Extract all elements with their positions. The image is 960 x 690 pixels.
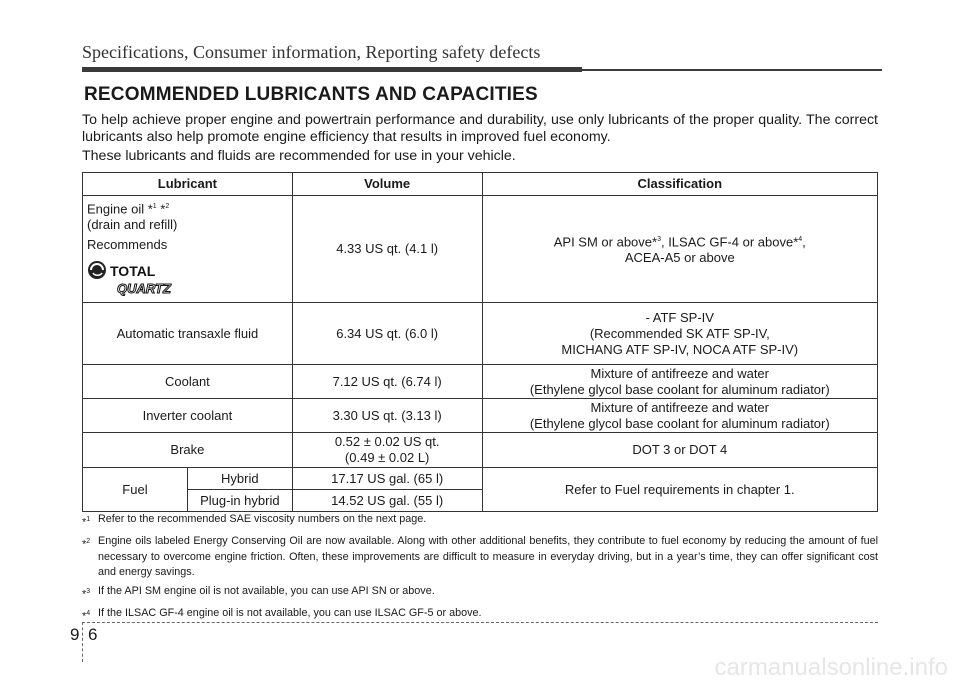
lubricants-table [82, 172, 878, 512]
footnote: *$^1$ Refer to the recommended SAE viscosity numbers on the next page. [82, 513, 427, 529]
page-number-page: 6 [88, 625, 98, 644]
fuel-label: Fuel [83, 468, 188, 512]
table-row-transaxle [83, 303, 878, 365]
table-row-engine-oil [83, 196, 878, 303]
column-header-classification: Classification [482, 173, 877, 196]
coolant-volume: 7.12 US qt. (6.74 l) [292, 365, 482, 399]
fuel-plugin-volume: 14.52 US gal. (55 l) [292, 490, 482, 512]
logo-quartz-text: QUARTZ [117, 281, 171, 297]
footnote: *$^3$ If the API SM engine oil is not available, you can use API SN or above. [82, 584, 435, 601]
footnote: *$^4$ If the ILSAC GF-4 engine oil is not available, you can use ILSAC GF-5 or above. [82, 606, 482, 623]
section-title: RECOMMENDED LUBRICANTS AND CAPACITIES [84, 84, 538, 105]
brake-class: DOT 3 or DOT 4 [482, 433, 877, 468]
transaxle-label: Automatic transaxle fluid [83, 303, 293, 365]
page-header: Specifications, Consumer information, Reporting safety defects [82, 42, 541, 62]
column-header-lubricant: Lubricant [83, 173, 293, 196]
fuel-hybrid-volume: 17.17 US gal. (65 l) [292, 468, 482, 490]
intro-sentence: These lubricants and fluids are recommended for use in your vehicle. [82, 148, 516, 164]
footnote: *$^2$ Engine oils labeled Energy Conserving Oil are now available. Along with other additional benefits, they contribute to fuel economy by reducing the amount of fuel necessary to overcome engine friction. Often, these improvements are difficult to measure in everyday driving, but in a year’s time, they can offer significant cost and energy savings. [82, 535, 878, 579]
fuel-hybrid-label: Hybrid [187, 468, 292, 490]
brake-label: Brake [83, 433, 293, 468]
engine-oil-class: API SM or above*$^3$, ILSAC GF-4 or above*$^4$, ACEA-A5 or above [482, 196, 877, 303]
engine-oil-cell: Engine oil *$^1$ *$^2$ (drain and refill) Recommends TOTAL QUARTZ [83, 196, 293, 303]
table-row-fuel-hybrid [83, 468, 878, 490]
footer-rule [82, 622, 878, 623]
engine-oil-drain-text: (drain and refill) [87, 217, 178, 233]
page-number-divider [82, 622, 83, 662]
inverter-coolant-class: Mixture of antifreeze and water (Ethylene glycol base coolant for aluminum radiator) [482, 399, 877, 433]
footnotes [82, 512, 878, 625]
inverter-coolant-label: Inverter coolant [83, 399, 293, 433]
table-header-row [83, 173, 878, 196]
table-row-brake [83, 433, 878, 468]
fuel-class: Refer to Fuel requirements in chapter 1. [482, 468, 877, 512]
header-rule [82, 67, 882, 72]
column-header-volume: Volume [292, 173, 482, 196]
fuel-plugin-label: Plug-in hybrid [187, 490, 292, 512]
engine-oil-recommends: Recommends [87, 237, 168, 253]
transaxle-class: - ATF SP-IV (Recommended SK ATF SP-IV, MICHANG ATF SP-IV, NOCA ATF SP-IV) [482, 303, 877, 365]
intro-paragraph: To help achieve proper engine and powertrain performance and durability, use only lubricants of the proper quality. The correct lubricants also help promote engine efficiency that results in improved fuel economy. [82, 112, 878, 145]
logo-total-text: TOTAL [110, 263, 156, 280]
coolant-label: Coolant [83, 365, 293, 399]
table-row-inverter-coolant [83, 399, 878, 433]
total-quartz-logo [87, 259, 187, 299]
watermark: carmanualsonline.info [714, 654, 948, 681]
engine-oil-volume: 4.33 US qt. (4.1 l) [292, 196, 482, 303]
brake-volume: 0.52 ± 0.02 US qt. (0.49 ± 0.02 L) [292, 433, 482, 468]
transaxle-volume: 6.34 US qt. (6.0 l) [292, 303, 482, 365]
coolant-class: Mixture of antifreeze and water (Ethylene glycol base coolant for aluminum radiator) [482, 365, 877, 399]
table-row-coolant [83, 365, 878, 399]
page-number-chapter: 9 [70, 625, 80, 644]
inverter-coolant-volume: 3.30 US qt. (3.13 l) [292, 399, 482, 433]
